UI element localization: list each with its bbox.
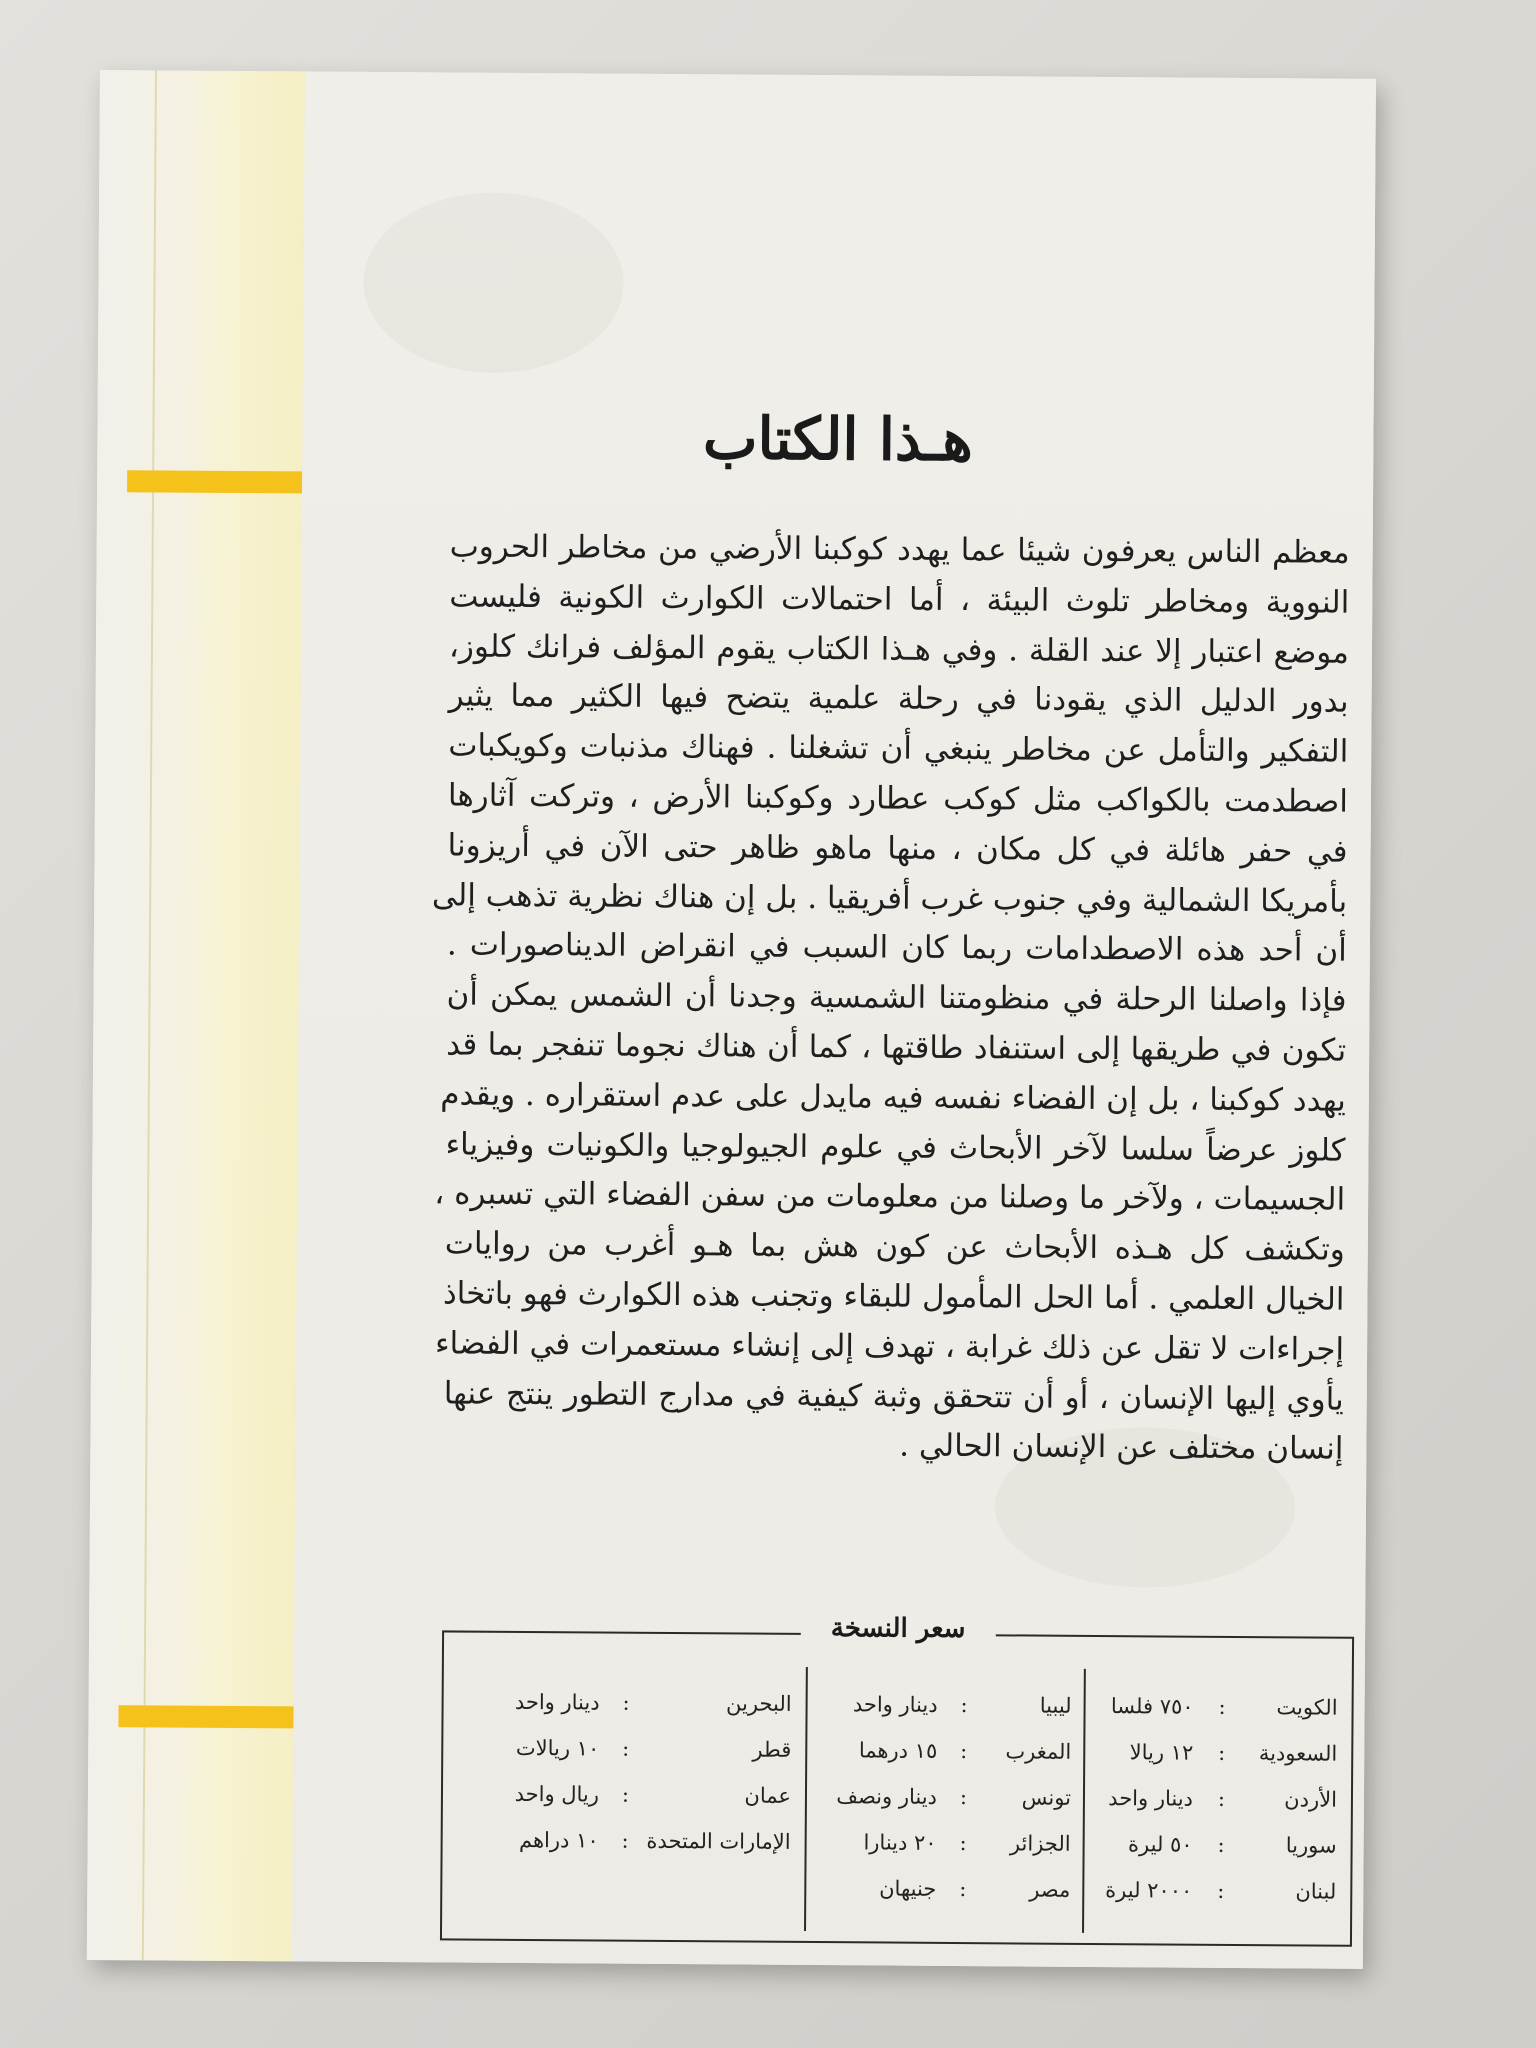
row-separator: : bbox=[1218, 1694, 1226, 1719]
price-row bbox=[815, 1773, 1077, 1821]
country-name: البحرين bbox=[725, 1691, 792, 1716]
paragraph-line: الخيال العلمي . أما الحل المأمول للبقاء وتجنب هذه الكوارث فهو باتخاذ bbox=[442, 1275, 1345, 1318]
paragraph-line: إنسان مختلف عن الإنسان الحالي . bbox=[899, 1427, 1344, 1468]
price-value: ٢٠ دينارا bbox=[863, 1830, 937, 1855]
cover-panel bbox=[292, 71, 1376, 1968]
row-separator: : bbox=[959, 1877, 967, 1902]
price-row bbox=[1093, 1729, 1343, 1777]
country-name: الجزائر bbox=[1009, 1831, 1071, 1856]
paragraph-line: يأوي إليها الإنسان ، أو أن تتحقق وثبة كيفية في مدارج التطور ينتج عنها bbox=[443, 1374, 1344, 1418]
column-divider bbox=[1082, 1669, 1086, 1933]
paragraph-line: يهدد كوكبنا ، بل إن الفضاء نفسه فيه مايدل على عدم استقراره . ويقدم bbox=[440, 1076, 1346, 1119]
country-name: تونس bbox=[1021, 1785, 1072, 1810]
price-row bbox=[457, 1725, 797, 1773]
paragraph-line: بدور الدليل الذي يقودنا في رحلة علمية يتضح فيها الكثير مما يثير bbox=[448, 677, 1349, 721]
price-row bbox=[456, 1817, 796, 1865]
book-spine bbox=[87, 70, 307, 1961]
row-separator: : bbox=[1218, 1740, 1226, 1765]
paragraph-line: التفكير والتأمل عن مخاطر ينبغي أن تشغلنا . فهناك مذنبات وكويكبات bbox=[448, 727, 1349, 770]
price-value: ريال واحد bbox=[514, 1781, 600, 1807]
row-separator: : bbox=[1217, 1786, 1226, 1811]
price-row bbox=[1093, 1775, 1343, 1823]
country-name: قطر bbox=[752, 1737, 792, 1762]
row-separator: : bbox=[959, 1785, 968, 1810]
spine-fold-line bbox=[142, 70, 157, 1960]
paragraph-line: فإذا واصلنا الرحلة في منظومتنا الشمسية وجدنا أن الشمس يمكن أن bbox=[446, 976, 1347, 1019]
country-name: السعودية bbox=[1258, 1741, 1338, 1766]
price-value: دينار واحد bbox=[1108, 1786, 1194, 1811]
row-separator: : bbox=[1217, 1832, 1225, 1857]
price-row bbox=[457, 1679, 797, 1727]
paragraph-line: في حفر هائلة في كل مكان ، منها ماهو ظاهر حتى الآن في أريزونا bbox=[447, 827, 1348, 870]
price-column-right bbox=[1092, 1683, 1344, 1915]
paragraph-line: إجراءات لا تقل عن ذلك غرابة ، تهدف إلى إنشاء مستعمرات في الفضاء bbox=[434, 1325, 1345, 1368]
country-name: مصر bbox=[1029, 1877, 1071, 1902]
paragraph-line: معظم الناس يعرفون شيئا عما يهدد كوكبنا الأرضي من مخاطر الحروب bbox=[449, 528, 1350, 571]
price-row bbox=[815, 1681, 1077, 1729]
paragraph-line: تكون في طريقها إلى استنفاد طاقتها ، كما أن هناك نجوما تنفجر بما قد bbox=[446, 1026, 1347, 1069]
spine-yellow-band-bottom bbox=[118, 1705, 293, 1728]
price-value: دينار ونصف bbox=[836, 1784, 938, 1809]
country-name: عمان bbox=[744, 1783, 792, 1808]
price-column-middle bbox=[814, 1681, 1078, 1913]
row-separator: : bbox=[621, 1782, 630, 1807]
price-value: ١٠ دراهم bbox=[518, 1827, 599, 1853]
price-value: ١٥ درهما bbox=[858, 1738, 938, 1763]
country-name: سوريا bbox=[1285, 1833, 1337, 1858]
price-row bbox=[814, 1819, 1076, 1867]
paragraph-line: أن أحد هذه الاصطدامات ربما كان السبب في انقراض الديناصورات . bbox=[446, 926, 1348, 970]
price-value: ١٢ ريالا bbox=[1129, 1740, 1194, 1765]
country-name: المغرب bbox=[1005, 1739, 1072, 1764]
country-name: الإمارات المتحدة bbox=[646, 1828, 791, 1854]
row-separator: : bbox=[622, 1690, 630, 1715]
price-row bbox=[1092, 1867, 1342, 1915]
paragraph-line: وتكشف كل هـذه الأبحاث عن كون هش بما هـو أغرب من روايات bbox=[444, 1225, 1345, 1268]
price-value: ٥٠ ليرة bbox=[1127, 1832, 1193, 1857]
price-row bbox=[457, 1771, 797, 1819]
price-row bbox=[814, 1865, 1076, 1913]
price-column-left bbox=[456, 1679, 797, 1865]
book-section-title: هـذا الكتاب bbox=[702, 404, 974, 475]
price-table bbox=[440, 1613, 1354, 1946]
price-value: دينار واحد bbox=[514, 1689, 600, 1715]
row-separator: : bbox=[960, 1693, 968, 1718]
row-separator: : bbox=[960, 1739, 968, 1764]
price-value: ١٠ ريالات bbox=[515, 1735, 600, 1761]
paragraph-line: اصطدمت بالكواكب مثل كوكب عطارد وكوكبنا الأرض ، وتركت آثارها bbox=[447, 777, 1349, 820]
row-separator: : bbox=[621, 1828, 629, 1853]
price-value: دينار واحد bbox=[852, 1692, 938, 1717]
price-row bbox=[815, 1727, 1077, 1775]
price-table-title: سعر النسخة bbox=[801, 1613, 996, 1644]
country-name: ليبيا bbox=[1039, 1693, 1072, 1718]
price-row bbox=[1093, 1683, 1343, 1731]
paragraph-line: موضع اعتبار إلا عند القلة . وفي هـذا الكتاب يقوم المؤلف فرانك كلوز، bbox=[448, 628, 1350, 671]
paragraph-line: كلوز عرضاً سلسا لآخر الأبحاث في علوم الجيولوجيا والكونيات وفيزياء bbox=[445, 1126, 1346, 1169]
row-separator: : bbox=[622, 1736, 630, 1761]
price-row bbox=[1092, 1821, 1342, 1869]
price-value: ٢٠٠٠ ليرة bbox=[1105, 1878, 1193, 1903]
paragraph-line: النووية ومخاطر تلوث البيئة ، أما احتمالات الكوارث الكونية فليست bbox=[449, 578, 1350, 621]
book-back-cover bbox=[87, 70, 1376, 1969]
country-name: الكويت bbox=[1276, 1695, 1338, 1720]
country-name: لبنان bbox=[1295, 1879, 1337, 1904]
price-value: ٧٥٠ فلسا bbox=[1110, 1694, 1194, 1719]
column-divider bbox=[804, 1667, 808, 1931]
row-separator: : bbox=[1217, 1878, 1225, 1903]
paragraph-line: بأمريكا الشمالية وفي جنوب غرب أفريقيا . بل إن هناك نظرية تذهب إلى bbox=[431, 876, 1348, 920]
spine-yellow-band-top bbox=[127, 470, 302, 493]
book-description bbox=[431, 522, 1350, 1474]
paragraph-line: الجسيمات ، ولآخر ما وصلنا من معلومات من سفن الفضاء التي تسبره ، bbox=[434, 1175, 1346, 1219]
price-value: جنيهان bbox=[879, 1876, 937, 1901]
row-separator: : bbox=[959, 1831, 967, 1856]
paper-stain bbox=[363, 192, 624, 374]
country-name: الأردن bbox=[1284, 1787, 1338, 1812]
